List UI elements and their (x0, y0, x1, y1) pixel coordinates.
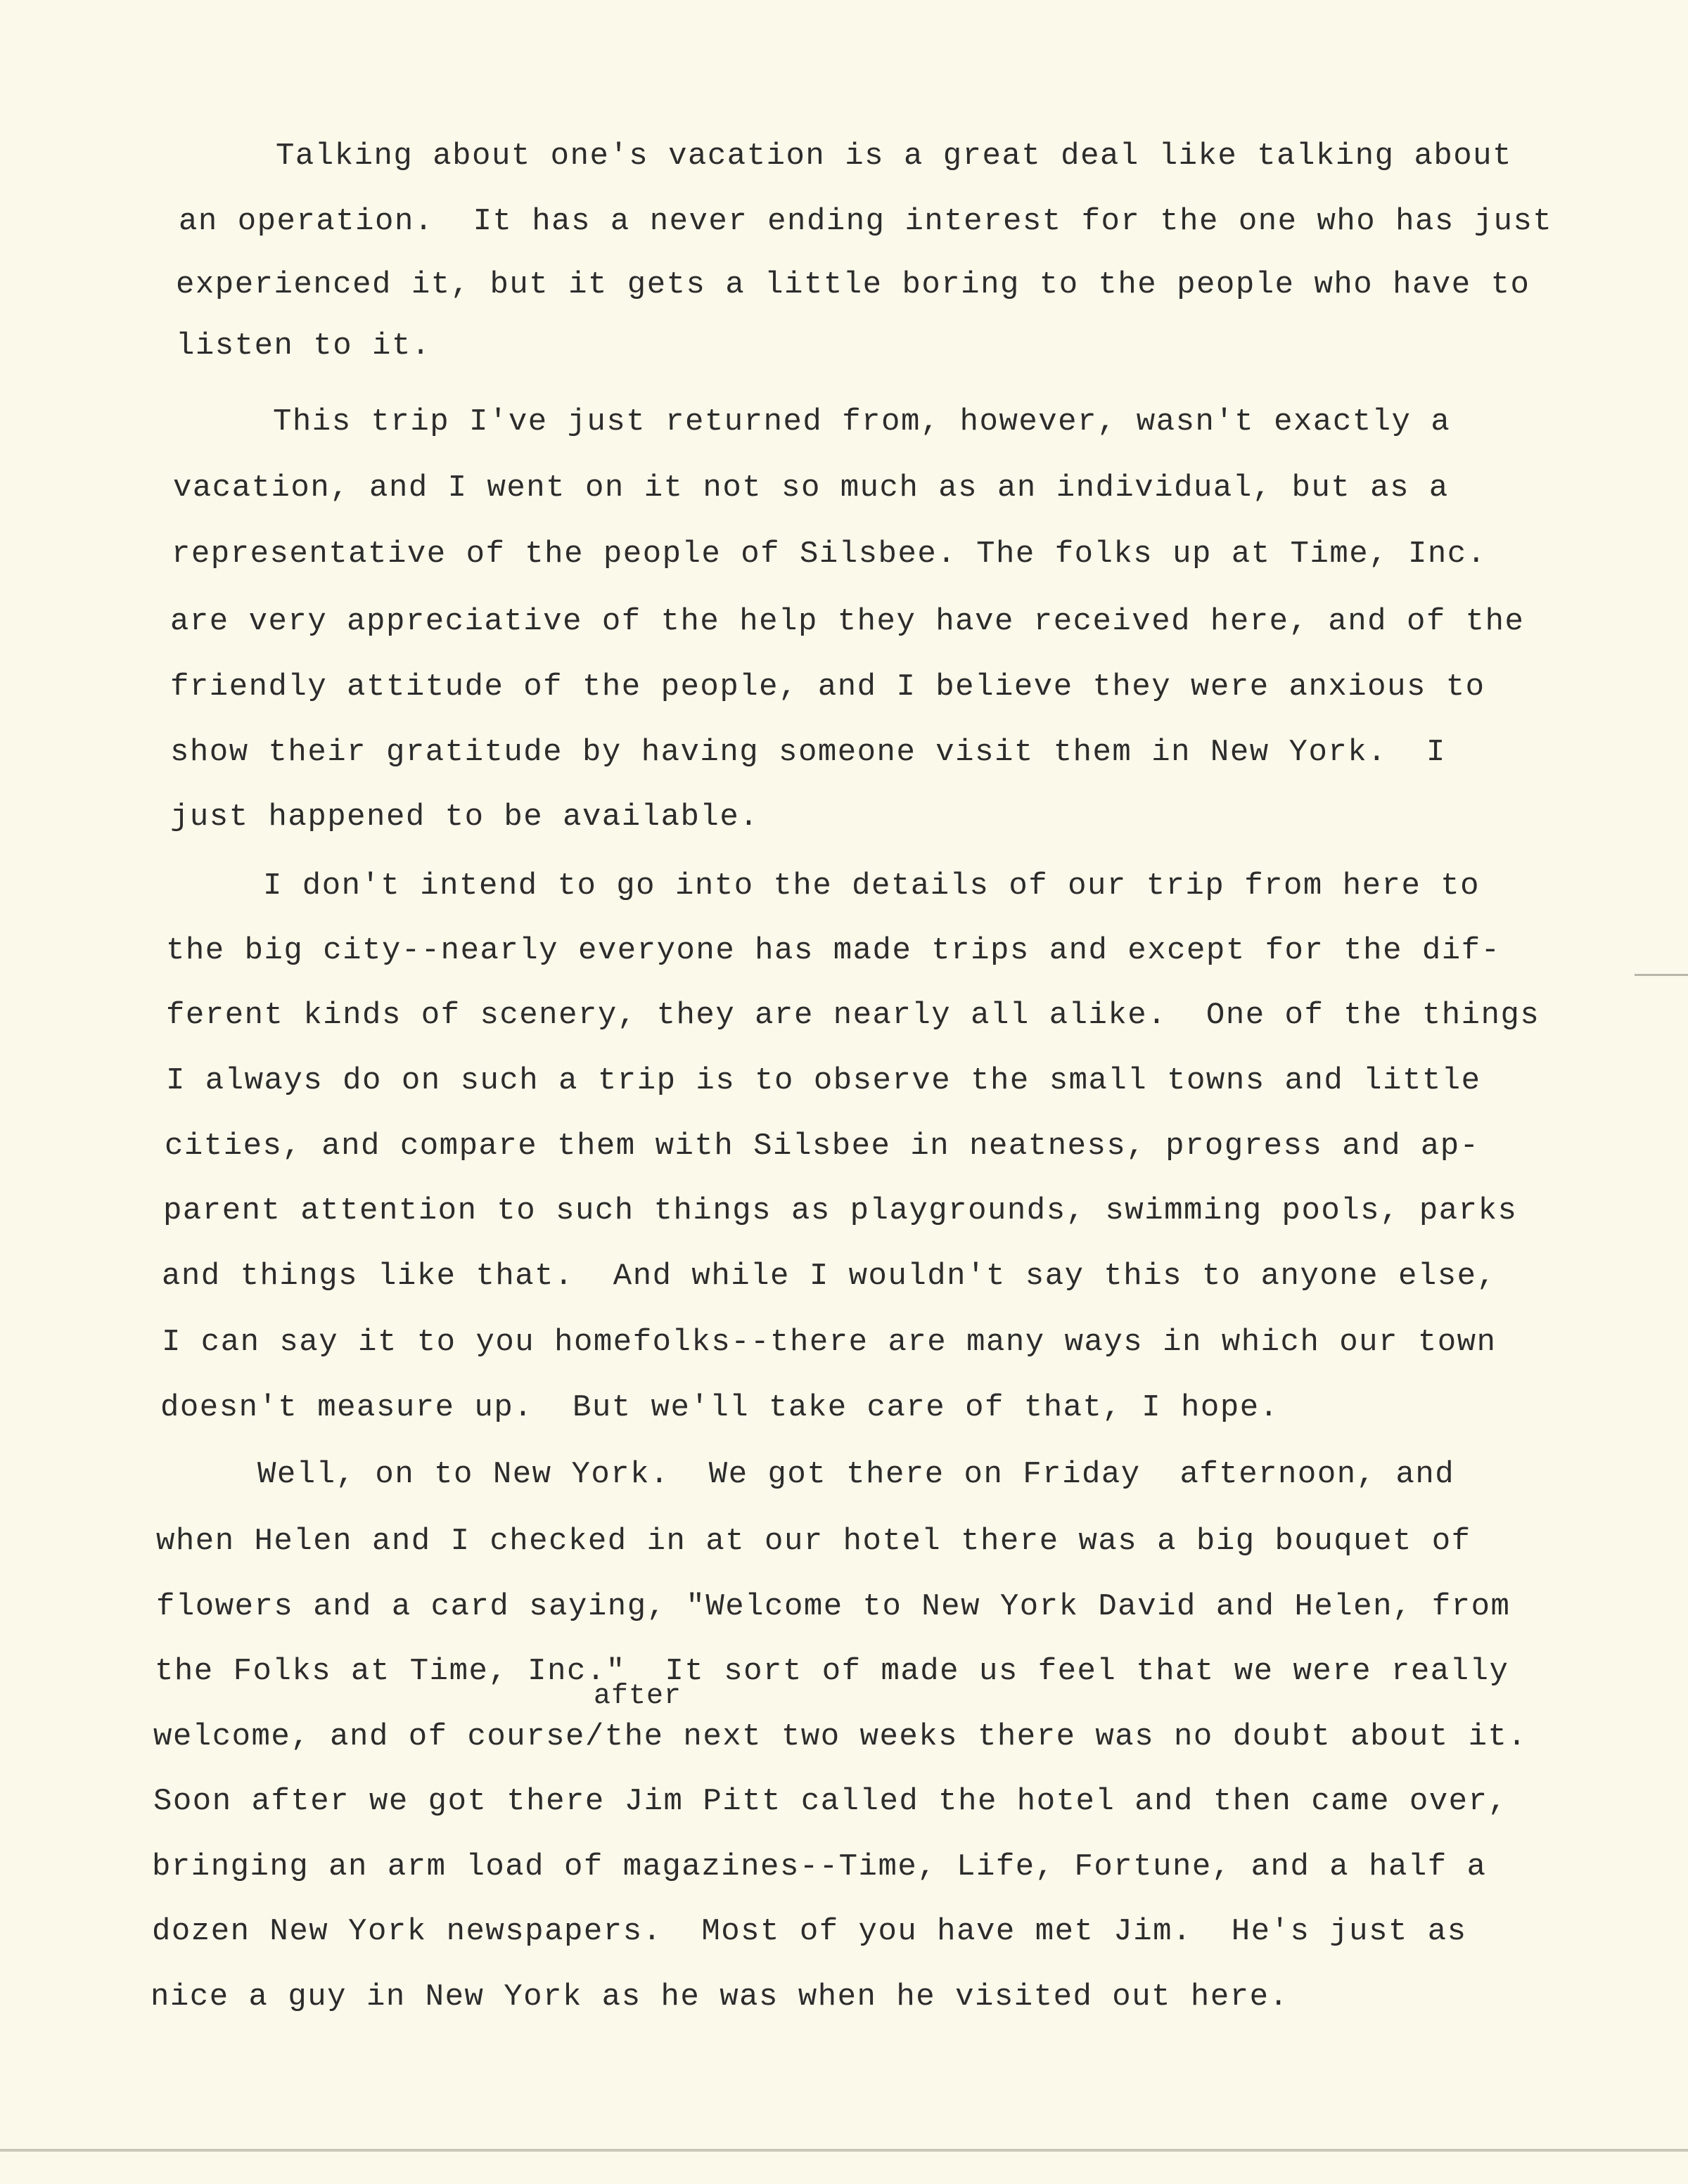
text-line: just happened to be available. (170, 799, 760, 835)
text-line: representative of the people of Silsbee. The folks up at Time, Inc. (172, 537, 1487, 572)
text-line: nice a guy in New York as he was when he visited out here. (151, 1979, 1289, 2015)
text-line: flowers and a card saying, "Welcome to New York David and Helen, from (156, 1589, 1511, 1624)
text-line: doesn't measure up. But we'll take care of that, I hope. (160, 1390, 1279, 1425)
text-line: cities, and compare them with Silsbee in neatness, progress and ap- (165, 1129, 1480, 1164)
handwritten-insertion: after (594, 1681, 682, 1712)
text-line: listen to it. (176, 328, 431, 364)
text-line: the Folks at Time, Inc." It sort of made us feel that we were really (155, 1654, 1509, 1689)
text-line: when Helen and I checked in at our hotel there was a big bouquet of (156, 1524, 1471, 1559)
text-line: ferent kinds of scenery, they are nearly all alike. One of the things (166, 998, 1540, 1033)
text-line: This trip I've just returned from, however, wasn't exactly a (273, 404, 1451, 439)
text-line: vacation, and I went on it not so much as an individual, but as a (173, 470, 1449, 506)
text-line: I don't intend to go into the details of our trip from here to (263, 868, 1481, 904)
text-line: an operation. It has a never ending interest for the one who has just (179, 204, 1553, 239)
text-line: and things like that. And while I wouldn't say this to anyone else, (162, 1259, 1497, 1294)
text-line: experienced it, but it gets a little boring to the people who have to (176, 267, 1530, 302)
text-line: are very appreciative of the help they have received here, and of the (170, 604, 1525, 639)
text-line: friendly attitude of the people, and I believe they were anxious to (170, 669, 1485, 705)
paper-bottom-edge (0, 2149, 1688, 2152)
text-line: Well, on to New York. We got there on Friday afternoon, and (257, 1457, 1455, 1492)
text-line: bringing an arm load of magazines--Time, Life, Fortune, and a half a (152, 1849, 1487, 1884)
text-line: the big city--nearly everyone has made trips and except for the dif- (166, 933, 1501, 968)
text-line: I can say it to you homefolks--there are many ways in which our town (162, 1325, 1497, 1360)
text-line: welcome, and of course/the next two weeks there was no doubt about it. (153, 1719, 1528, 1754)
text-line: parent attention to such things as playgrounds, swimming pools, parks (163, 1193, 1518, 1228)
text-line: I always do on such a trip is to observe the small towns and little (166, 1063, 1481, 1098)
text-line: Soon after we got there Jim Pitt called the hotel and then came over, (153, 1784, 1508, 1819)
text-line: Talking about one's vacation is a great deal like talking about (276, 139, 1512, 174)
paper-edge-line (1635, 974, 1688, 976)
text-line: show their gratitude by having someone visit them in New York. I (170, 735, 1446, 770)
text-line: dozen New York newspapers. Most of you have met Jim. He's just as (152, 1914, 1467, 1949)
